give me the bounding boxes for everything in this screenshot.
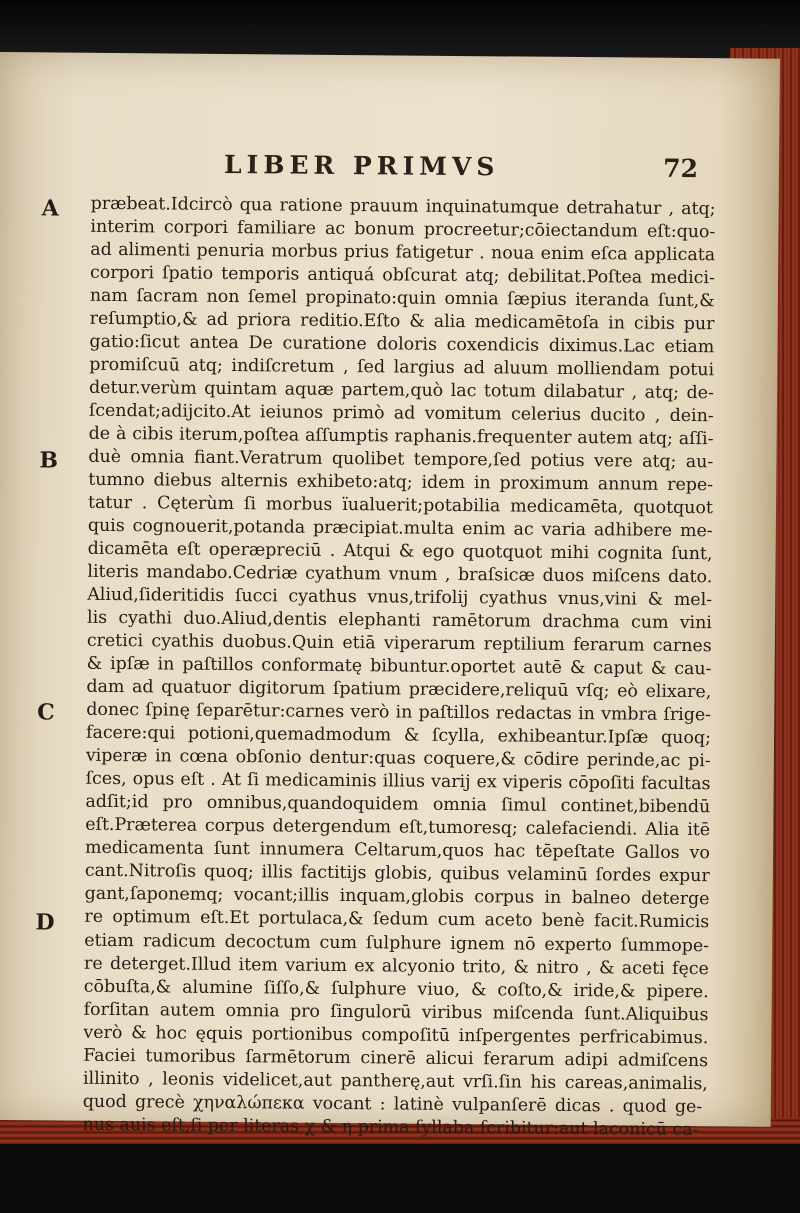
text-line: & ipſæ in paſtillos conformatę bibuntur.oportet autē & caput & cau- (86, 654, 712, 680)
text-line: forſitan autem omnia pro ſingulorū viribus miſcenda ſunt.Aliquibus (83, 999, 709, 1025)
margin-letter-a: A (41, 195, 59, 222)
text-line: Aliud,ſideritidis ſucci cyathus vnus,trifolij cyathus vnus,vini & mel- (87, 585, 713, 611)
text-line: tatur . Cęterùm ſi morbus ïualuerit;potabilia medicamēta, quotquot (87, 492, 713, 519)
text-line: gant,ſaponemq; vocant;illis inquam,globis corpus in balneo deterge (84, 884, 710, 910)
text-line: reſumptio,& ad priora reditio.Eſto & alia medicamētoſa in cibis pur (89, 308, 715, 335)
text-line: tumno diebus alternis exhibeto:atq; idem in proximum annum repe- (88, 469, 714, 496)
text-line: cretici cyathis duobus.Quin etiā viperarum reptilium ferarum carnes (86, 631, 712, 657)
scan-background-bottom (0, 1144, 800, 1213)
text-line: detur.verùm quintam aquæ partem,quò lac totum dilabatur , atq; de- (88, 377, 714, 404)
text-line: viperæ in cœna obſonio dentur:quas coquere,& cōdire perinde,ac pi- (85, 746, 711, 772)
text-line: etiam radicum decoctum cum ſulphure ignem nō experto ſummope- (84, 930, 710, 956)
text-line: donec ſpinę ſeparētur:carnes verò in paſtillos redactas in vmbra ſrige- (86, 700, 712, 726)
text-line: quis cognouerit,potanda præcipiat.multa enim ac varia adhibere me- (87, 516, 713, 542)
text-line: interim corpori familiare ac bonum procreetur;cōiectandum eſt:quo- (90, 216, 716, 243)
text-line: corpori ſpatio temporis antiquá obſcurat atq; debilitat.Poſtea medici- (89, 262, 715, 289)
text-line: ad alimenti penuria morbus prius fatigetur . noua enim eſca applicata (90, 239, 716, 266)
running-title: LIBER PRIMVS (223, 149, 500, 182)
text-line: quod grecè χηναλώπεκα vocant : latinè vulpanſerē dicas . quod ge- (82, 1091, 703, 1117)
text-line: medicamenta ſunt innumera Celtarum,quos hac tēpeſtate Gallos vo (84, 838, 710, 864)
margin-letter-c: C (37, 699, 55, 726)
text-line: de à cibis iterum,poſtea aſſumptis raphanis.frequenter autem atq; aſſi- (88, 423, 714, 450)
running-header (224, 150, 704, 194)
text-line: nus auis eſt,ſi per literas χ & η prima ſyllaba ſcribitur:aut laconicū ca- (82, 1114, 699, 1140)
folio-number: 72 (663, 153, 699, 184)
text-line: lis cyathi duo.Aliud,dentis elephanti ramētorum drachma cum vini (86, 608, 712, 634)
body-text (83, 193, 716, 1142)
text-line: cōbuſta,& alumine ſiſſo,& ſulphure viuo, & coſto,& iride,& pipere. (83, 976, 709, 1002)
text-line: eſt.Præterea corpus detergendum eſt,tumoresq; calefaciendi. Alia itē (85, 815, 711, 841)
text-line: literis mandabo.Cedriæ cyathum vnum , braſsicæ duos miſcens dato. (87, 562, 713, 588)
margin-letter-d: D (35, 909, 55, 936)
text-line: re optimum eſt.Et portulaca,& ſedum cum aceto benè facit.Rumicis (84, 907, 710, 933)
text-line: Faciei tumoribus ſarmētorum cinerē alicui ferarum adipi admiſcens (83, 1045, 709, 1071)
text-line: facere:qui potioni,quemadmodum & ſcylla, exhibeantur.Ipſæ quoq; (85, 723, 711, 749)
text-line: ſcendat;adijcito.At ieiunos primò ad vomitum celerius ducito , dein- (88, 400, 714, 427)
text-line: verò & hoc ęquis portionibus compoſitū inſpergentes perfricabimus. (83, 1022, 709, 1048)
text-line: ſces, opus eſt . At ſi medicaminis illius varij ex viperis cōpoſiti facultas (85, 769, 711, 795)
text-line: dam ad quatuor digitorum ſpatium præcidere,reliquū vſq; eò elixare, (86, 677, 712, 703)
text-line: dicamēta eſt operæpreciū . Atqui & ego quotquot mihi cognita ſunt, (87, 539, 713, 565)
text-line: nam ſacram non ſemel propinato:quin omnia ſæpius iteranda ſunt,& (89, 285, 715, 312)
margin-letter-b: B (39, 447, 59, 474)
scan-background-top (0, 0, 800, 60)
text-line: duè omnia fiant.Veratrum quolibet tempore,ſed potius vere atq; au- (88, 446, 714, 473)
text-line: adſit;id pro omnibus,quandoquidem omnia ſimul continet,bibendū (85, 792, 711, 818)
text-line: re deterget.Illud item varium ex alcyonio trito, & nitro , & aceti fęce (83, 953, 709, 979)
text-line: præbeat.Idcircò qua ratione prauum inquinatumque detrahatur , atq; (90, 193, 716, 220)
book-page (0, 52, 780, 1140)
text-line: illinito , leonis videlicet,aut pantherę,aut vrſi.ſin his careas,animalis, (82, 1068, 708, 1094)
text-line: gatio:ſicut antea De curatione doloris coxendicis diximus.Lac etiam (89, 331, 715, 358)
text-line: cant.Nitroſis quoq; illis factitijs globis, quibus velaminū ſordes expur (84, 861, 710, 887)
text-line: promiſcuū atq; indiſcretum , ſed largius ad aluum molliendam potui (89, 354, 715, 381)
